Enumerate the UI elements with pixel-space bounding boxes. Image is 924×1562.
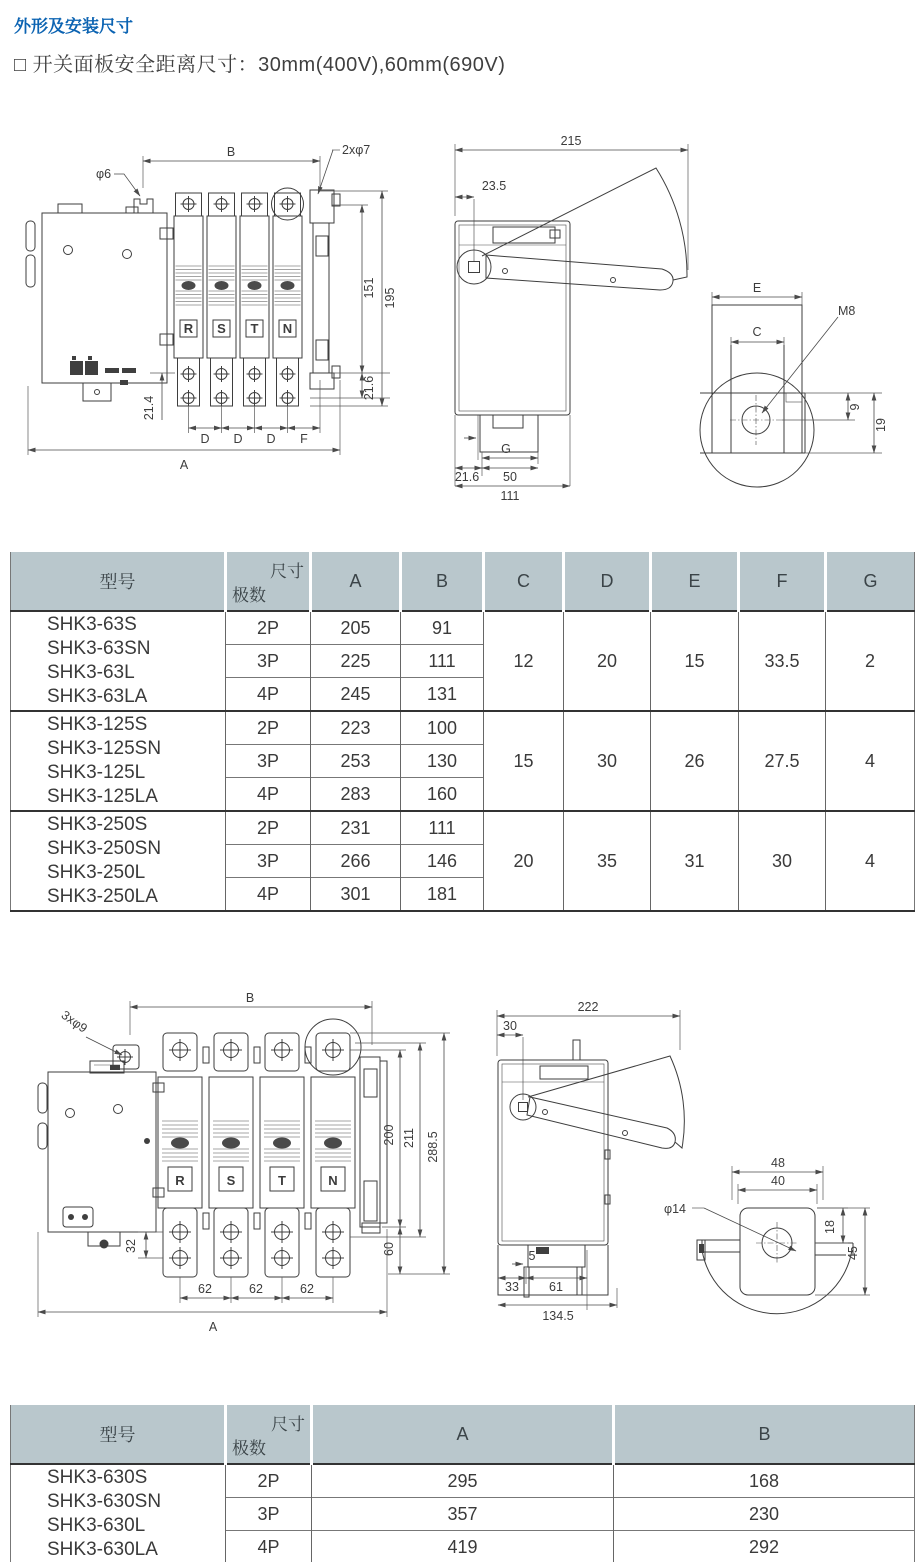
- model-name: SHK3-250SN: [47, 838, 162, 859]
- dim-a-cell: 301: [311, 878, 401, 912]
- pole-modules: [158, 1033, 355, 1277]
- pole-label: S: [217, 321, 226, 336]
- header-diagonal-cell: [226, 552, 311, 611]
- dim-label-60: 60: [382, 1242, 396, 1256]
- pole-label: R: [183, 321, 194, 336]
- dim-a-cell: 223: [311, 711, 401, 745]
- dim-label-18: 18: [823, 1220, 837, 1234]
- model-name: SHK3-250S: [47, 814, 148, 835]
- dim-g-cell: 2: [826, 611, 915, 711]
- dim-b-cell: 230: [614, 1498, 915, 1531]
- dim-b-cell: 146: [401, 845, 484, 878]
- model-name: SHK3-630SN: [47, 1491, 162, 1512]
- pole-label: R: [175, 1173, 185, 1188]
- header-col-d: D: [564, 552, 651, 611]
- poles-cell: 3P: [226, 645, 311, 678]
- dim-label-32: 32: [124, 1239, 138, 1253]
- model-name: SHK3-250L: [47, 862, 146, 883]
- model-name: SHK3-630LA: [47, 1539, 158, 1560]
- header-poles-label: 极数: [232, 586, 266, 605]
- dim-label-211: 211: [402, 1128, 416, 1148]
- side-view-drawing-small: [430, 120, 700, 510]
- model-name: SHK3-250LA: [47, 886, 158, 907]
- dim-label-33: 33: [505, 1280, 519, 1294]
- dim-b-cell: 181: [401, 878, 484, 912]
- model-name: SHK3-630L: [47, 1515, 146, 1536]
- dim-e-cell: 26: [651, 711, 739, 811]
- poles-cell: 3P: [226, 745, 311, 778]
- model-name: SHK3-125LA: [47, 786, 158, 807]
- poles-cell: 2P: [226, 1464, 312, 1498]
- dim-label-61: 61: [549, 1280, 563, 1294]
- poles-cell: 4P: [226, 1531, 312, 1562]
- dim-label-23-5: 23.5: [481, 179, 507, 193]
- table-row: [11, 711, 915, 745]
- dim-label-195: 195: [383, 287, 397, 309]
- pole-label: T: [250, 321, 259, 336]
- dim-label-288-5: 288.5: [426, 1131, 440, 1163]
- dimension-table-1: [10, 552, 915, 912]
- dim-label-d2: D: [233, 432, 243, 446]
- header-model: 型号: [11, 552, 226, 611]
- dim-label-d1: D: [200, 432, 210, 446]
- header-diagonal-cell: [226, 1405, 312, 1464]
- dim-b-cell: 160: [401, 778, 484, 812]
- model-name: SHK3-125SN: [47, 738, 162, 759]
- table-row: [11, 1464, 915, 1498]
- header-col-b: B: [614, 1405, 915, 1464]
- dim-b-cell: 111: [401, 645, 484, 678]
- model-list: [11, 711, 226, 811]
- dim-label-d3: D: [266, 432, 276, 446]
- dim-label-5: 5: [528, 1249, 536, 1263]
- header-col-a: A: [312, 1405, 614, 1464]
- dim-label-62a: 62: [198, 1282, 212, 1296]
- pole-label: N: [328, 1173, 338, 1188]
- dim-label-f: F: [300, 432, 308, 446]
- dim-label-50: 50: [503, 470, 517, 484]
- dim-f-cell: 30: [739, 811, 826, 911]
- dim-label-48: 48: [771, 1156, 785, 1170]
- front-view-drawing-small: [10, 128, 430, 493]
- safety-distance-note: □ 开关面板安全距离尺寸：30mm(400V),60mm(690V): [14, 54, 506, 76]
- header-model: 型号: [11, 1405, 226, 1464]
- model-name: SHK3-63S: [47, 614, 137, 635]
- poles-cell: 4P: [226, 678, 311, 712]
- header-col-b: B: [401, 552, 484, 611]
- poles-cell: 3P: [226, 845, 311, 878]
- dim-a-cell: 231: [311, 811, 401, 845]
- dim-label-40: 40: [771, 1174, 785, 1188]
- dim-label-134-5: 134.5: [542, 1309, 574, 1323]
- header-dim-label: 尺寸: [270, 562, 304, 581]
- header-dim-label: 尺寸: [271, 1415, 305, 1434]
- dim-label-b: B: [226, 145, 236, 159]
- dim-label-62c: 62: [300, 1282, 314, 1296]
- dim-d-cell: 30: [564, 711, 651, 811]
- dim-a-cell: 245: [311, 678, 401, 712]
- dim-label-g: G: [501, 442, 511, 456]
- table-header-row: [11, 552, 915, 611]
- table-header-row: [11, 1405, 915, 1464]
- dimension-table-2: [10, 1405, 915, 1562]
- dim-b-cell: 100: [401, 711, 484, 745]
- dim-label-30: 30: [503, 1019, 517, 1033]
- dim-label-19: 19: [874, 418, 888, 432]
- dim-a-cell: 295: [312, 1464, 614, 1498]
- model-name: SHK3-63LA: [47, 686, 148, 707]
- dim-c-cell: 15: [484, 711, 564, 811]
- header-col-c: C: [484, 552, 564, 611]
- dim-g-cell: 4: [826, 711, 915, 811]
- poles-cell: 3P: [226, 1498, 312, 1531]
- model-name: SHK3-63SN: [47, 638, 151, 659]
- dim-label-200: 200: [382, 1124, 396, 1146]
- dim-d-cell: 20: [564, 611, 651, 711]
- header-col-e: E: [651, 552, 739, 611]
- dim-c-cell: 20: [484, 811, 564, 911]
- dim-label-a: A: [179, 458, 189, 472]
- model-list: [11, 811, 226, 911]
- model-name: SHK3-125L: [47, 762, 146, 783]
- dim-b-cell: 292: [614, 1531, 915, 1562]
- dim-label-62b: 62: [249, 1282, 263, 1296]
- dim-f-cell: 33.5: [739, 611, 826, 711]
- dim-label-9: 9: [848, 403, 862, 411]
- dim-label-3xphi9: 3xφ9: [58, 1007, 90, 1036]
- header-col-f: F: [739, 552, 826, 611]
- model-name: SHK3-125S: [47, 714, 148, 735]
- dim-label-phi14: φ14: [664, 1202, 687, 1216]
- dim-b-cell: 131: [401, 678, 484, 712]
- dim-label-e: E: [752, 281, 762, 295]
- dim-label-m8: M8: [838, 304, 856, 318]
- dim-b-cell: 168: [614, 1464, 915, 1498]
- poles-cell: 2P: [226, 611, 311, 645]
- front-view-drawing-large: [10, 985, 470, 1350]
- table-row: [11, 611, 915, 645]
- dim-a-cell: 225: [311, 645, 401, 678]
- dim-label-phi6: φ6: [96, 167, 112, 181]
- page-title: 外形及安装尺寸: [14, 17, 133, 36]
- dim-label-222: 222: [577, 1000, 599, 1014]
- dim-a-cell: 283: [311, 778, 401, 812]
- header-poles-label: 极数: [232, 1439, 266, 1458]
- dim-c-cell: 12: [484, 611, 564, 711]
- dim-label-215: 215: [560, 134, 582, 148]
- dim-a-cell: 266: [311, 845, 401, 878]
- dim-d-cell: 35: [564, 811, 651, 911]
- dim-label-c: C: [752, 325, 762, 339]
- dim-label-151: 151: [362, 277, 376, 299]
- dim-a-cell: 357: [312, 1498, 614, 1531]
- dim-e-cell: 15: [651, 611, 739, 711]
- dim-label-b: B: [245, 991, 255, 1005]
- poles-cell: 4P: [226, 878, 311, 912]
- table-row: [11, 811, 915, 845]
- dim-a-cell: 419: [312, 1531, 614, 1562]
- pole-label: N: [282, 321, 293, 336]
- dim-a-cell: 253: [311, 745, 401, 778]
- pole-modules: [174, 193, 302, 406]
- dim-b-cell: 130: [401, 745, 484, 778]
- model-name: SHK3-630S: [47, 1467, 148, 1488]
- poles-cell: 2P: [226, 711, 311, 745]
- dim-label-21-6b: 21.6: [454, 470, 480, 484]
- header-col-a: A: [311, 552, 401, 611]
- model-list: [11, 1464, 226, 1562]
- dim-a-cell: 205: [311, 611, 401, 645]
- terminal-detail-drawing-small: [690, 265, 924, 510]
- poles-cell: 2P: [226, 811, 311, 845]
- pole-label: S: [226, 1173, 236, 1188]
- dim-label-21-4: 21.4: [142, 395, 156, 421]
- dim-b-cell: 111: [401, 811, 484, 845]
- dim-b-cell: 91: [401, 611, 484, 645]
- model-name: SHK3-63L: [47, 662, 135, 683]
- header-col-g: G: [826, 552, 915, 611]
- dim-label-45: 45: [846, 1246, 860, 1260]
- dim-f-cell: 27.5: [739, 711, 826, 811]
- dim-label-21-6: 21.6: [362, 375, 376, 401]
- dim-g-cell: 4: [826, 811, 915, 911]
- poles-cell: 4P: [226, 778, 311, 812]
- pole-label: T: [278, 1173, 286, 1188]
- dim-label-111: 111: [500, 489, 520, 503]
- model-list: [11, 611, 226, 711]
- dim-label-2xphi7: 2xφ7: [342, 143, 371, 157]
- terminal-detail-drawing-large: [650, 1140, 924, 1345]
- dim-label-a: A: [208, 1320, 218, 1334]
- dim-e-cell: 31: [651, 811, 739, 911]
